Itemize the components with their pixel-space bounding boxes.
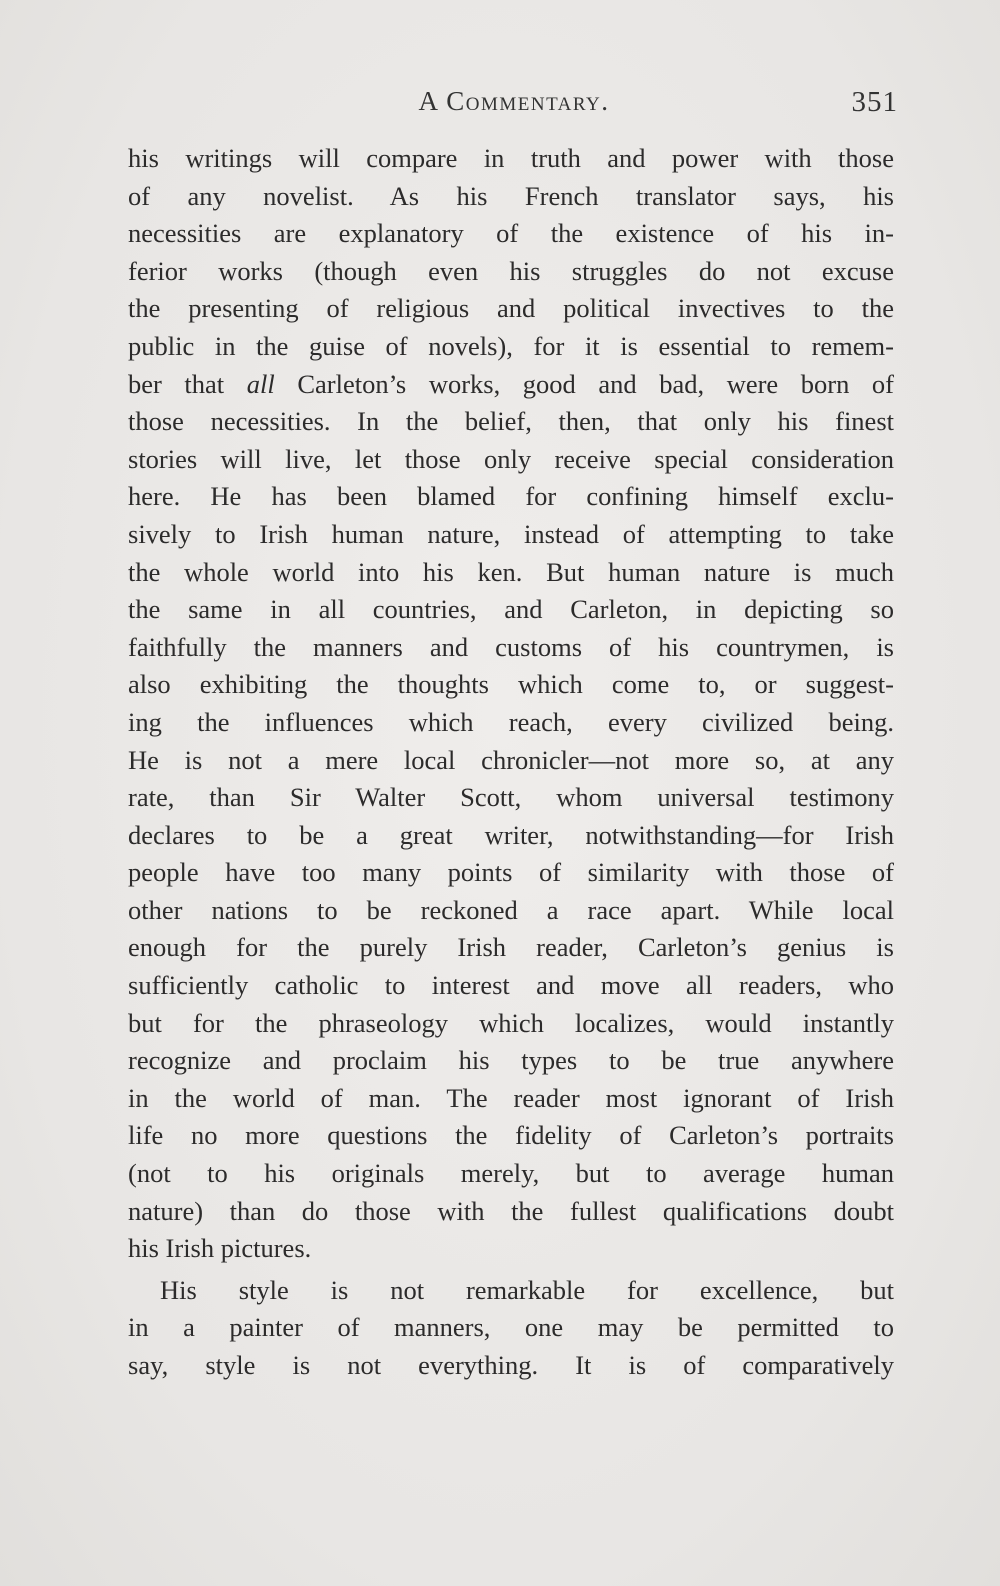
- text-line: ing the influences which reach, every civilized being.: [128, 706, 894, 737]
- text-line: enough for the purely Irish reader, Carleton’s genius is: [128, 932, 894, 963]
- emphasis: all: [246, 368, 275, 399]
- text-line: (not to his originals merely, but to average human: [128, 1158, 894, 1189]
- text-line: in a painter of manners, one may be permitted to: [128, 1312, 894, 1343]
- text-line: his writings will compare in truth and power with those: [128, 143, 894, 173]
- text-line: necessities are explanatory of the existence of his in-: [128, 218, 894, 249]
- running-head: [128, 86, 900, 126]
- text-line: those necessities. In the belief, then, that only his finest: [128, 406, 894, 437]
- text-line: also exhibiting the thoughts which come to, or suggest-: [128, 669, 894, 700]
- running-title: A Commentary.: [418, 86, 610, 116]
- text-line: in the world of man. The reader most ignorant of Irish: [128, 1082, 894, 1113]
- text-line: faithfully the manners and customs of his countrymen, is: [128, 631, 894, 662]
- text-line: He is not a mere local chronicler—not more so, at any: [128, 744, 894, 775]
- text-line: stories will live, let those only receive special consideration: [128, 443, 894, 474]
- text-line: sively to Irish human nature, instead of attempting to take: [128, 518, 894, 549]
- text-line: the presenting of religious and political invectives to the: [128, 293, 894, 324]
- text-line: recognize and proclaim his types to be true anywhere: [128, 1045, 894, 1076]
- text-line: other nations to be reckoned a race apart. While local: [128, 894, 894, 925]
- text-line: His style is not remarkable for excellence, but: [160, 1274, 894, 1305]
- text-line: sufficiently catholic to interest and move all readers, who: [128, 970, 894, 1001]
- text-line: rate, than Sir Walter Scott, whom universal testimony: [128, 782, 894, 813]
- text-line: ber that all Carleton’s works, good and bad, were born of: [128, 368, 895, 399]
- text-line: the same in all countries, and Carleton, in depicting so: [128, 594, 894, 625]
- text-line: but for the phraseology which localizes, would instantly: [128, 1007, 894, 1038]
- body-text: [128, 140, 894, 1385]
- text-line: of any novelist. As his French translator says, his: [128, 180, 894, 211]
- text-line: people have too many points of similarity with those of: [128, 857, 894, 888]
- paragraph: [128, 1272, 894, 1385]
- text-line: the whole world into his ken. But human nature is much: [128, 556, 894, 587]
- text-line: nature) than do those with the fullest qualifications doubt: [128, 1195, 894, 1226]
- text-line: here. He has been blamed for confining himself exclu-: [128, 481, 894, 512]
- text-line: declares to be a great writer, notwithstanding—for Irish: [128, 819, 894, 850]
- text-line: life no more questions the fidelity of Carleton’s portraits: [128, 1120, 894, 1151]
- text-line: say, style is not everything. It is of comparatively: [128, 1350, 894, 1380]
- page-number: 351: [851, 86, 898, 118]
- text-line: ferior works (though even his struggles do not excuse: [128, 255, 894, 286]
- text-line: public in the guise of novels), for it is essential to remem-: [128, 330, 894, 361]
- text-line: his Irish pictures.: [128, 1233, 312, 1264]
- paragraph: [128, 140, 894, 1268]
